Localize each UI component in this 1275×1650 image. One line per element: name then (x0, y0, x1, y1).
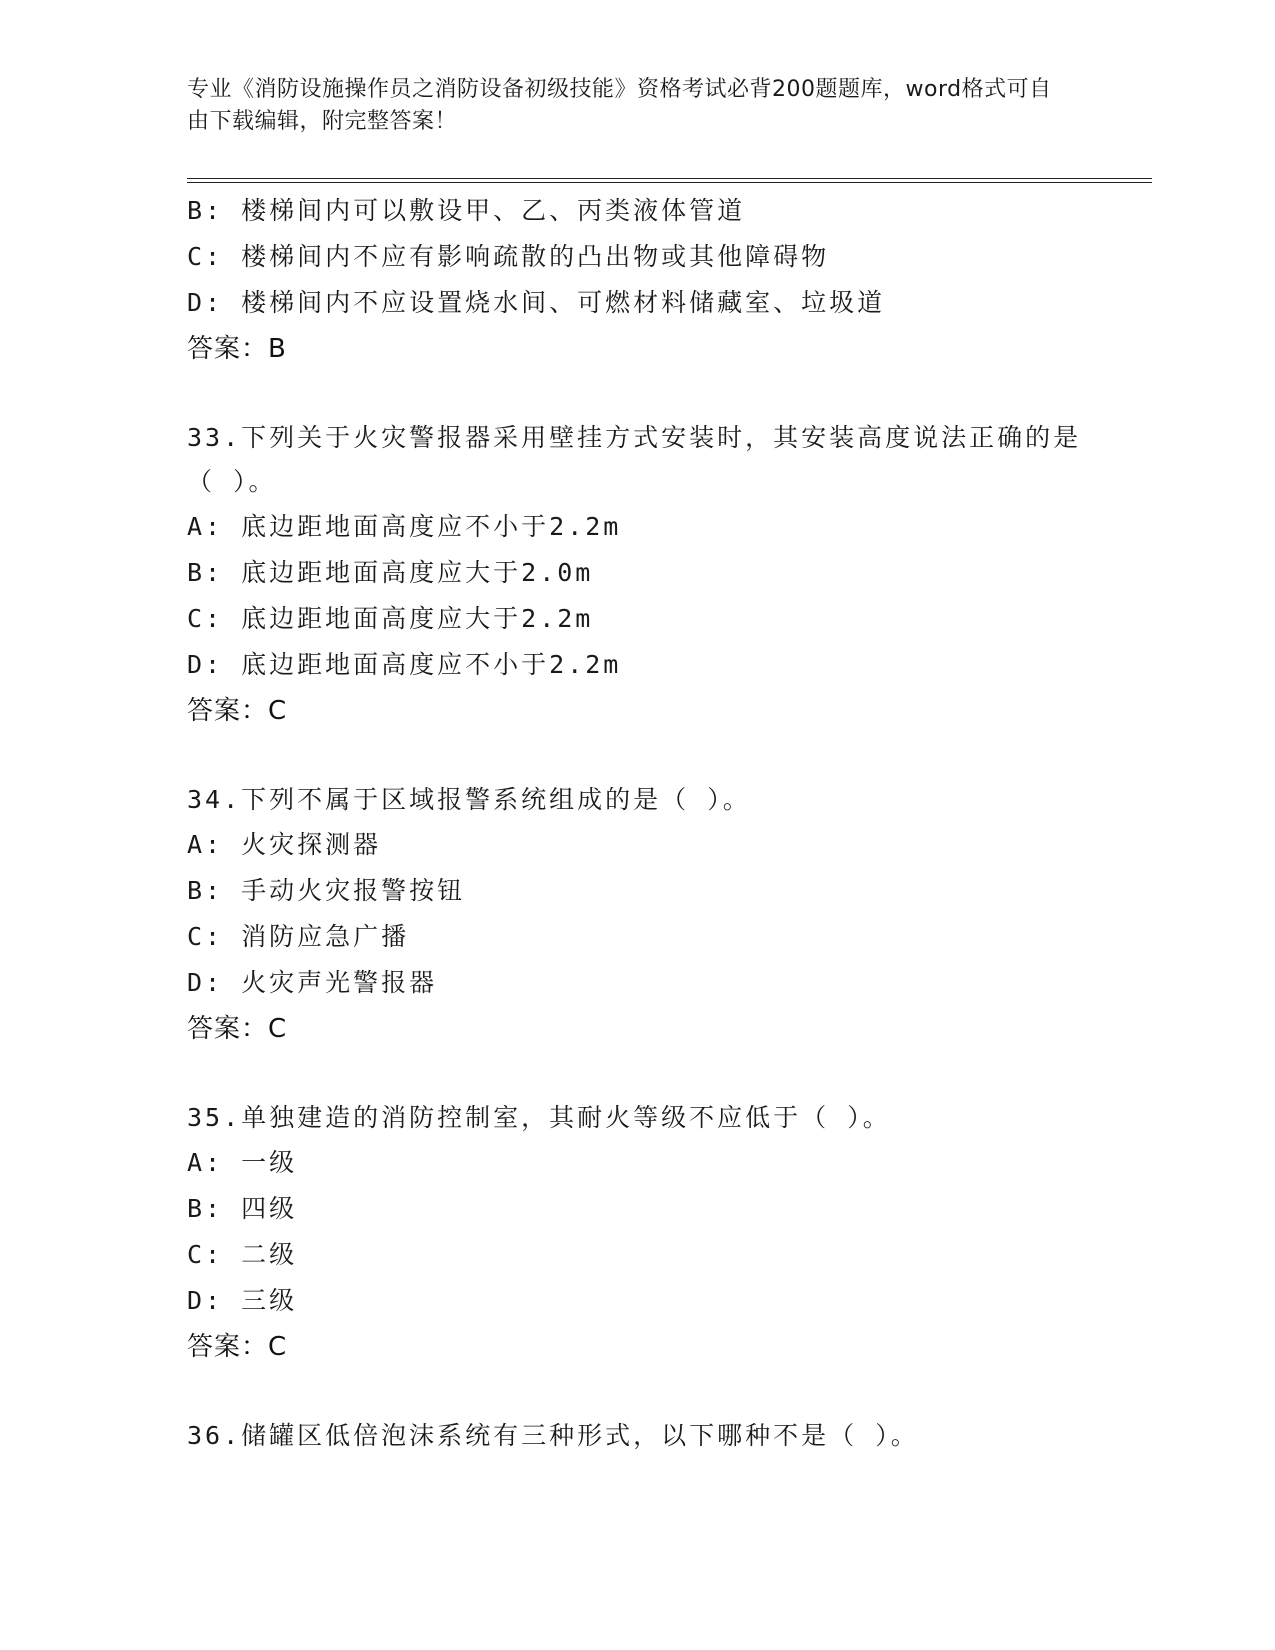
answer-label: 答案：C (187, 1332, 288, 1362)
answer-label: 答案：C (187, 696, 288, 726)
option-c: C: 消防应急广播 (187, 922, 410, 951)
question-stem: 33.下列关于火灾警报器采用壁挂方式安装时，其安装高度说法正确的是（ ）。 (187, 423, 1082, 496)
header-rule-top (187, 178, 1152, 179)
option-a: A: 一级 (187, 1148, 298, 1177)
option-c: C: 二级 (187, 1240, 298, 1269)
option-d: D: 火灾声光警报器 (187, 968, 438, 997)
option-c: C: 楼梯间内不应有影响疏散的凸出物或其他障碍物 (187, 242, 830, 271)
option-b: B: 楼梯间内可以敷设甲、乙、丙类液体管道 (187, 196, 746, 225)
option-d: D: 底边距地面高度应不小于2.2m (187, 650, 622, 679)
question-34 (187, 778, 1087, 1052)
question-stem: 35.单独建造的消防控制室，其耐火等级不应低于（ ）。 (187, 1103, 891, 1132)
question-36 (187, 1414, 1087, 1458)
option-b: B: 四级 (187, 1194, 298, 1223)
question-32 (187, 188, 1087, 372)
option-a: A: 火灾探测器 (187, 830, 382, 859)
question-33 (187, 416, 1087, 734)
option-d: D: 三级 (187, 1286, 298, 1315)
question-stem: 34.下列不属于区域报警系统组成的是（ ）。 (187, 785, 751, 814)
option-b: B: 底边距地面高度应大于2.0m (187, 558, 594, 587)
option-a: A: 底边距地面高度应不小于2.2m (187, 512, 622, 541)
header-rule-bottom (187, 182, 1152, 183)
answer-label: 答案：C (187, 1014, 288, 1044)
question-35 (187, 1096, 1087, 1370)
question-stem: 36.储罐区低倍泡沫系统有三种形式，以下哪种不是（ ）。 (187, 1421, 919, 1450)
answer-label: 答案：B (187, 334, 287, 364)
option-c: C: 底边距地面高度应大于2.2m (187, 604, 594, 633)
option-b: B: 手动火灾报警按钮 (187, 876, 466, 905)
document-header: 专业《消防设施操作员之消防设备初级技能》资格考试必背200题题库，word格式可自由下载编辑，附完整答案！ (187, 77, 1052, 134)
question-list (187, 188, 1087, 1458)
option-d: D: 楼梯间内不应设置烧水间、可燃材料储藏室、垃圾道 (187, 288, 886, 317)
